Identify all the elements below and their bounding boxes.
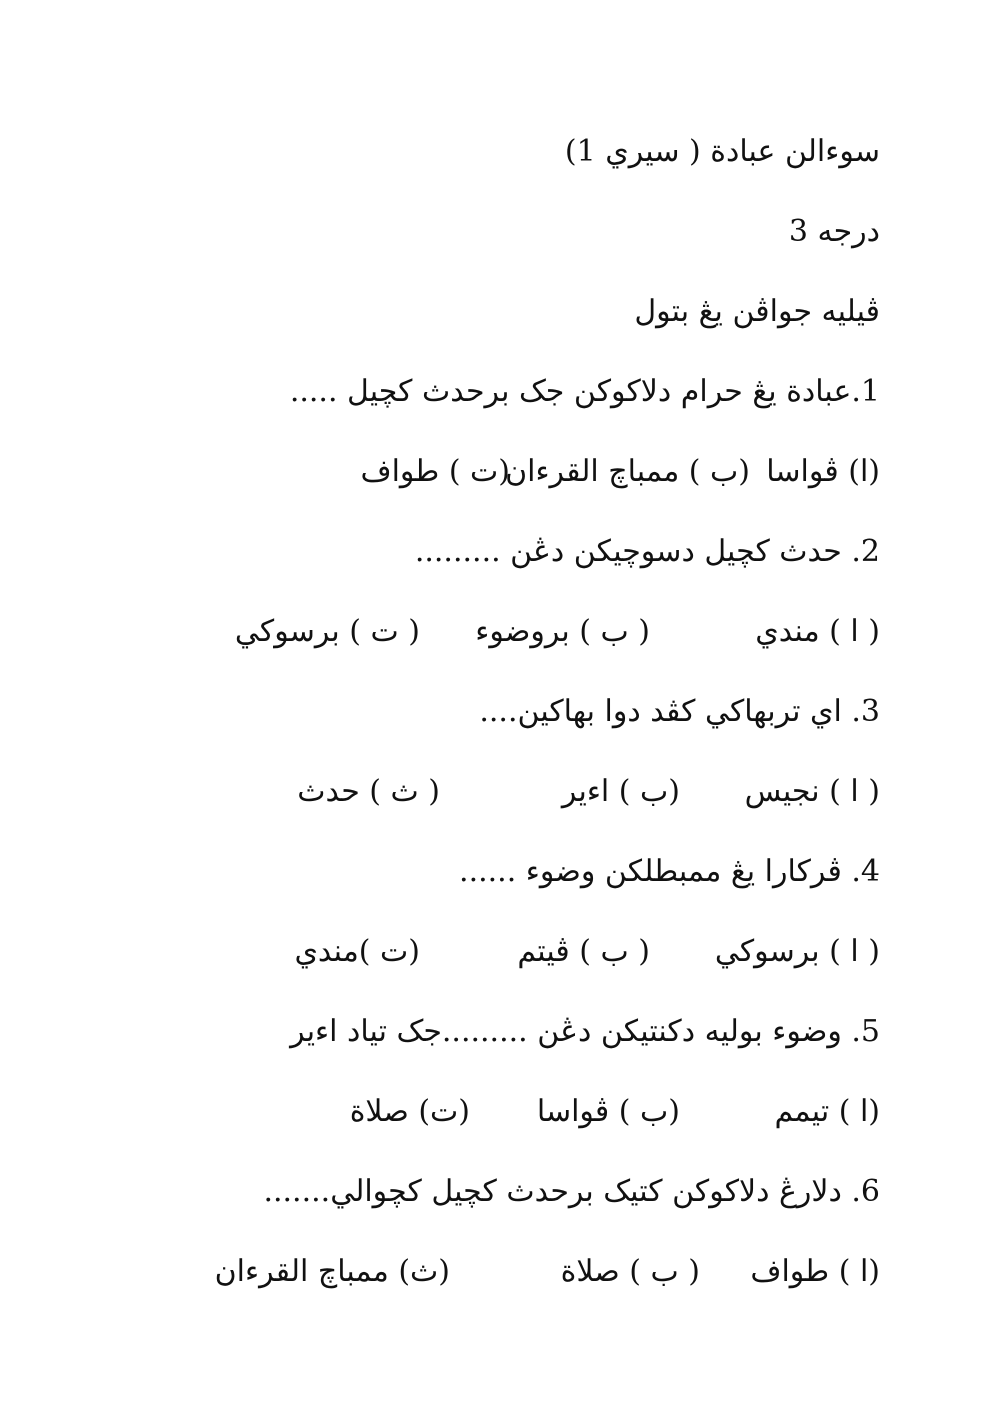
question-2: 2. حدث کچيل دسوچيکن دڠن ......... bbox=[414, 534, 880, 569]
question-3: 3. اي تربهاکي کڤد دوا بهاکين.... bbox=[479, 694, 880, 729]
question-2-options bbox=[235, 612, 880, 652]
question-3-option-b[interactable]: (ب ) اءير bbox=[561, 774, 680, 809]
question-5-option-c[interactable]: (ت) صلاة bbox=[349, 1094, 470, 1129]
question-6-option-a[interactable]: (ا ) طواف bbox=[750, 1254, 880, 1289]
instruction-text: ڤيليه جواڤن يڠ بتول bbox=[634, 294, 880, 329]
question-5-option-a[interactable]: (ا ) تيمم bbox=[774, 1094, 880, 1129]
question-3-option-c[interactable]: ( ث ) حدث bbox=[297, 774, 440, 809]
question-3-option-a[interactable]: ( ا ) نجيس bbox=[744, 774, 880, 809]
question-2-option-c[interactable]: ( ت ) برسوکي bbox=[234, 614, 420, 649]
question-5-option-b[interactable]: (ب ) ڤواسا bbox=[536, 1094, 680, 1129]
question-2-option-a[interactable]: ( ا ) مندي bbox=[755, 614, 880, 649]
question-4: 4. ڤرکارا يڠ ممبطلکن وضوء ...... bbox=[459, 854, 880, 889]
question-6-option-b[interactable]: ( ب ) صلاة bbox=[560, 1254, 700, 1289]
question-1-options bbox=[360, 452, 880, 492]
worksheet-title: سوءالن عبادة ( سيري 1) bbox=[564, 134, 880, 169]
question-4-option-a[interactable]: ( ا ) برسوکي bbox=[714, 934, 880, 969]
question-4-options bbox=[294, 932, 880, 972]
question-1: 1.عبادة يڠ حرام دلاکوکن جک برحدث کچيل ..... bbox=[289, 374, 880, 409]
question-5: 5. وضوء بوليه دکنتيکن دڠن .........جک تياد اءير bbox=[290, 1014, 880, 1049]
question-1-option-b[interactable]: (ب ) ممباچ القرءان bbox=[505, 454, 750, 489]
question-2-option-b[interactable]: ( ب ) بروضوء bbox=[475, 614, 650, 649]
question-4-option-c[interactable]: (ت )مندي bbox=[294, 934, 420, 969]
question-1-option-a[interactable]: (ا) ڤواسا bbox=[766, 454, 880, 489]
question-3-options bbox=[297, 772, 880, 812]
question-6: 6. دلارڠ دلاکوکن کتيک برحدث کچيل کچوالي....... bbox=[263, 1174, 880, 1209]
question-4-option-b[interactable]: ( ب ) ڤيتم bbox=[517, 934, 650, 969]
question-1-option-c[interactable]: (ت ) طواف bbox=[360, 454, 510, 489]
grade-label: درجه 3 bbox=[788, 214, 880, 249]
question-6-option-c[interactable]: (ث) ممباچ القرءان bbox=[214, 1254, 450, 1289]
question-5-options bbox=[350, 1092, 880, 1132]
question-6-options bbox=[215, 1252, 880, 1292]
